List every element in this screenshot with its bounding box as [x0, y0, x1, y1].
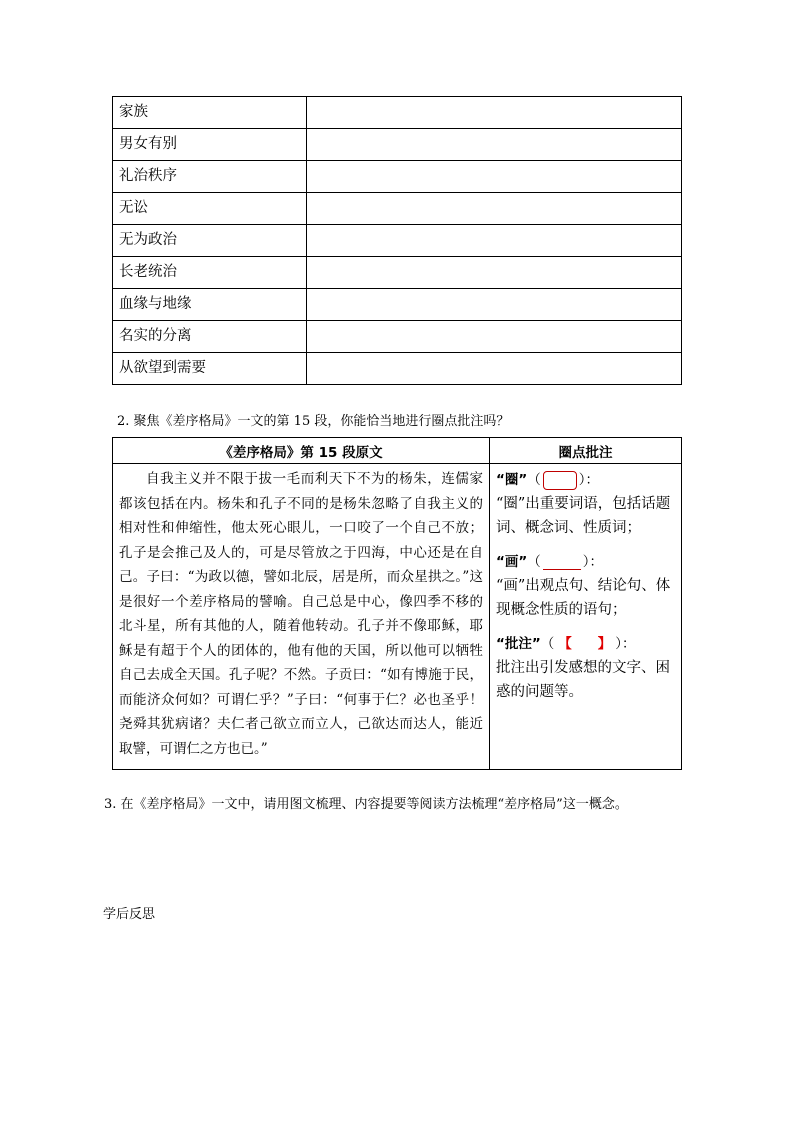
- term-label: 无为政治: [113, 225, 307, 257]
- underline-mark-icon: [543, 555, 581, 570]
- note-underline-body: “画”出观点句、结论句、体现概念性质的语句；: [495, 578, 671, 618]
- terms-row: [113, 353, 682, 385]
- annotation-header: 圈点批注: [489, 438, 681, 464]
- note-bracket-body: 批注出引发感想的文字、困惑的问题等。: [495, 660, 670, 700]
- term-answer-field[interactable]: [307, 97, 682, 129]
- term-label: 礼治秩序: [113, 161, 307, 193]
- reflection-title: 学后反思: [103, 907, 156, 922]
- note-circle: “圈” （ ）： “圈”出重要词语，包括话题词、概念词、性质词；: [496, 468, 677, 540]
- note-circle-body: “圈”出重要词语，包括话题词、概念词、性质词；: [495, 496, 671, 536]
- terms-table: [112, 96, 682, 385]
- term-answer-field[interactable]: [307, 257, 682, 289]
- term-answer-field[interactable]: [307, 129, 682, 161]
- note-bracket-head: “批注”: [495, 636, 541, 652]
- bracket-open-icon: 【: [558, 636, 572, 652]
- term-answer-field[interactable]: [307, 161, 682, 193]
- term-label: 从欲望到需要: [113, 353, 307, 385]
- term-answer-field[interactable]: [307, 353, 682, 385]
- bracket-close-icon: 】: [597, 636, 612, 652]
- term-answer-field[interactable]: [307, 289, 682, 321]
- terms-row: [113, 321, 682, 353]
- annotation-notes-cell: [489, 464, 681, 770]
- question-3: 3. 在《差序格局》一文中，请用图文梳理、内容提要等阅读方法梳理“差序格局”这一概念。: [104, 797, 628, 812]
- term-label: 血缘与地缘: [113, 289, 307, 321]
- term-label: 无讼: [113, 193, 307, 225]
- terms-row: [113, 161, 682, 193]
- original-text-header: 《差序格局》第 15 段原文: [113, 438, 490, 464]
- note-circle-head: “圈”: [495, 472, 528, 488]
- term-label: 家族: [113, 97, 307, 129]
- term-label: 男女有别: [113, 129, 307, 161]
- terms-row: [113, 97, 682, 129]
- circle-mark-icon: [543, 471, 577, 490]
- terms-row: [113, 193, 682, 225]
- original-text-cell: [113, 464, 490, 770]
- annotation-table: [112, 437, 682, 770]
- note-underline: “画” （ ）： “画”出观点句、结论句、体现概念性质的语句；: [496, 550, 677, 622]
- term-answer-field[interactable]: [307, 225, 682, 257]
- term-label: 名实的分离: [113, 321, 307, 353]
- note-bracket: “批注” （ 【 】 ）： 批注出引发感想的文字、困惑的问题等。: [496, 632, 677, 704]
- terms-row: [113, 257, 682, 289]
- term-answer-field[interactable]: [307, 321, 682, 353]
- terms-row: [113, 289, 682, 321]
- term-label: 长老统治: [113, 257, 307, 289]
- terms-row: [113, 129, 682, 161]
- note-underline-head: “画”: [495, 554, 528, 570]
- term-answer-field[interactable]: [307, 193, 682, 225]
- terms-row: [113, 225, 682, 257]
- original-text-paragraph: 自我主义并不限于拔一毛而利天下不为的杨朱，连儒家都该包括在内。杨朱和孔子不同的是杨朱忽略了自我主义的相对性和伸缩性，他太死心眼儿，一口咬了一个自己不放；孔子是会推己及人的，可是尽管放之于四海，中心还是在自己。子曰：“为政以德，譬如北辰，居是所，而众星拱之。”这是很好一个差序格局的譬喻。自己总是中心，像四季不移的北斗星，所有其他的人，随着他转动。孔子并不像耶稣，耶稣是有超于个人的团体的，他有他的天国，所以他可以牺牲自己去成全天国。孔子呢？不然。子贡曰：“如有博施于民，而能济众何如？可谓仁乎？”子曰：“何事于仁？必也圣乎！尧舜其犹病诸？夫仁者己欲立而立人，己欲达而达人，能近取譬，可谓仁之方也已。”: [119, 471, 483, 757]
- question-2: 2. 聚焦《差序格局》一文的第 15 段，你能恰当地进行圈点批注吗？: [117, 414, 510, 429]
